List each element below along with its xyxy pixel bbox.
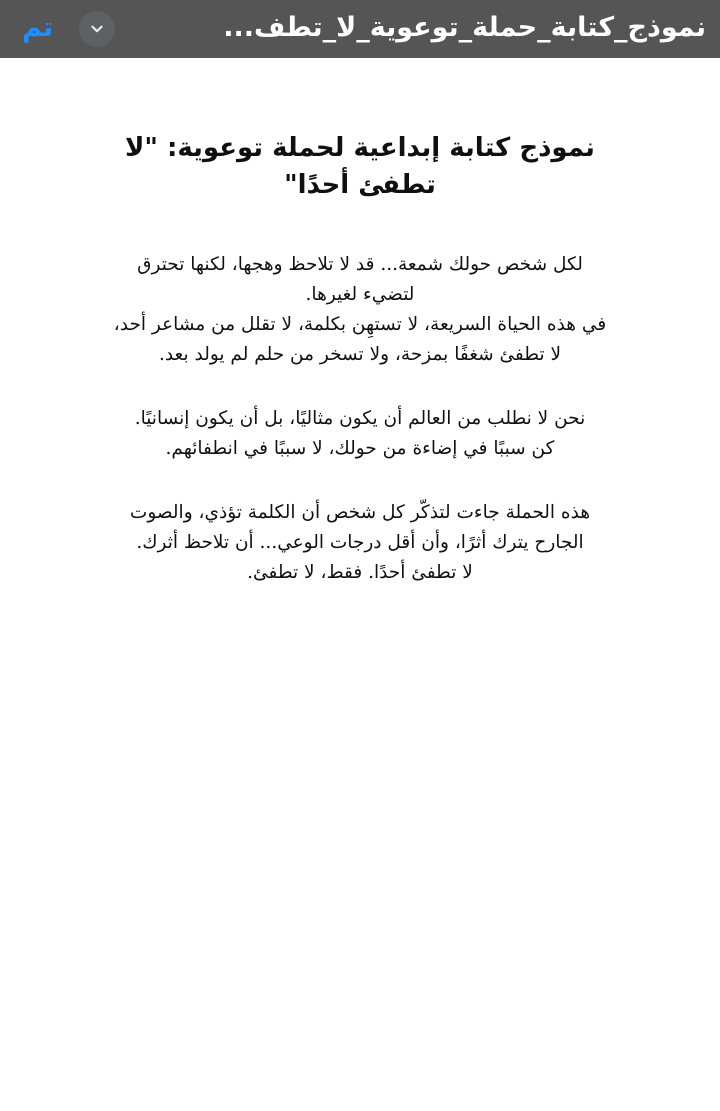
document-title: نموذج_كتابة_حملة_توعوية_لا_تطف... xyxy=(223,11,706,43)
paragraph-line: لا تطفئ أحدًا. فقط، لا تطفئ. xyxy=(247,561,473,583)
paragraph-line: نحن لا نطلب من العالم أن يكون مثاليًا، بل أن يكون إنسانيًا. xyxy=(134,407,586,429)
document-dropdown-button[interactable] xyxy=(79,11,115,47)
document-heading: نموذج كتابة إبداعية لحملة توعوية: "لا تطفئ أحدًا" xyxy=(125,133,595,200)
paragraph-line: هذه الحملة جاءت لتذكّر كل شخص أن الكلمة تؤذي، والصوت الجارح يترك أثرًا، وأن أقل درجات الوعي... أن تلاحظ أثرك. xyxy=(129,501,591,553)
document-paragraph xyxy=(110,250,610,370)
document-content xyxy=(0,58,720,588)
document-paragraph xyxy=(110,404,610,464)
document-paragraph xyxy=(110,498,610,588)
paragraph-line: في هذه الحياة السريعة، لا تستهِن بكلمة، لا تقلل من مشاعر أحد، لا تطفئ شغفًا بمزحة، ولا تسخر من حلم لم يولد بعد. xyxy=(113,313,607,365)
done-button[interactable]: تم xyxy=(22,11,54,43)
paragraph-line: لكل شخص حولك شمعة... قد لا تلاحظ وهجها، لكنها تحترق لتضيء لغيرها. xyxy=(137,253,583,305)
chevron-down-icon xyxy=(87,19,107,39)
document-page[interactable] xyxy=(0,58,720,1111)
paragraph-line: كن سببًا في إضاءة من حولك، لا سببًا في انطفائهم. xyxy=(165,437,555,459)
app-bar xyxy=(0,0,720,58)
